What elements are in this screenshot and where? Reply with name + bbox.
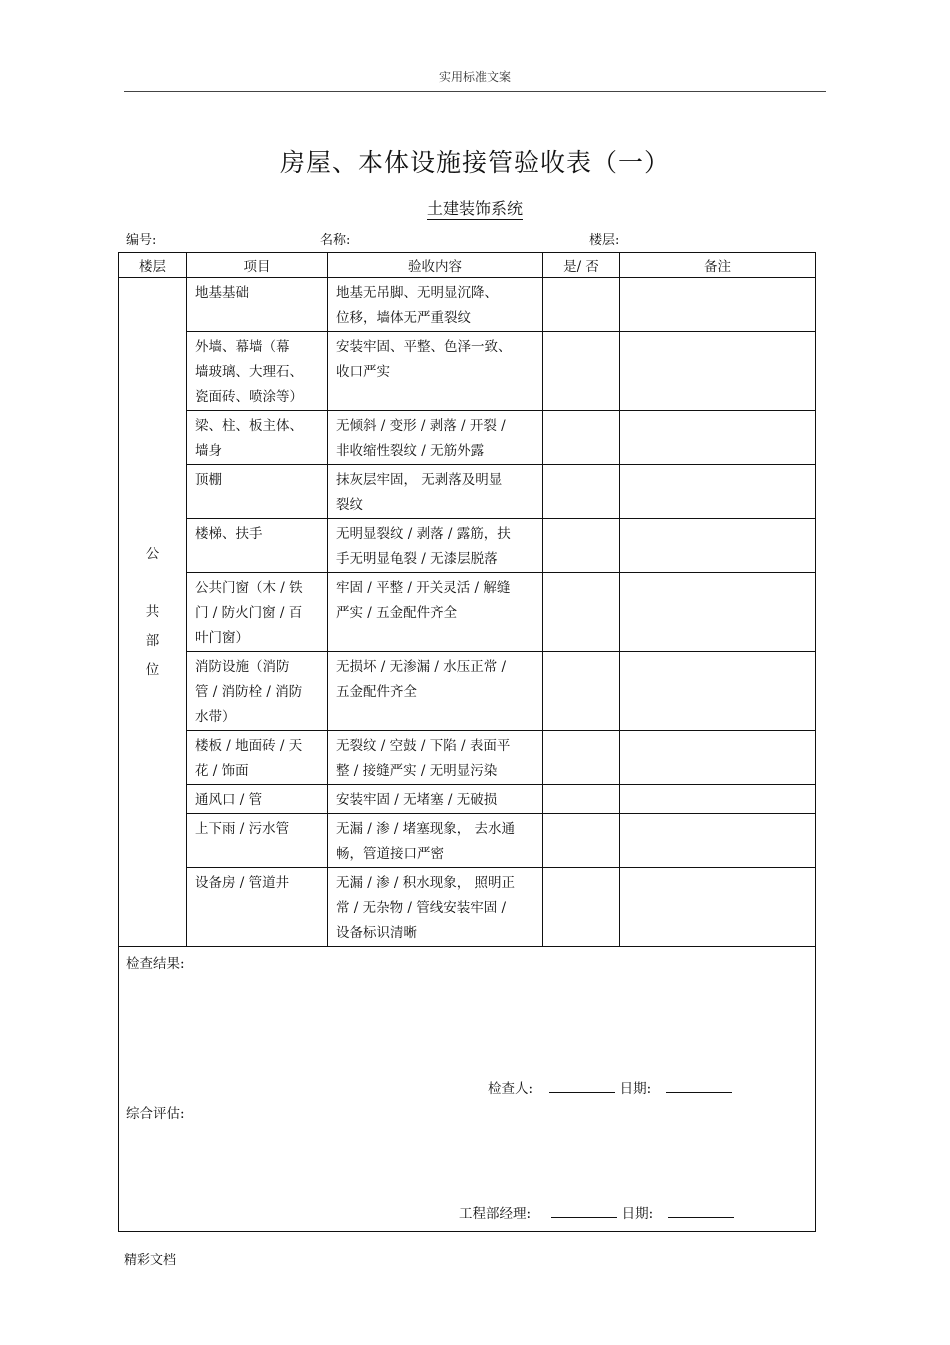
inspection-table [118,252,816,1232]
item-text [187,868,327,896]
item-cell [187,519,328,573]
content-text [328,465,542,518]
content-line: 常 / 无杂物 / 管线安装牢固 / [336,900,507,916]
result-row [119,947,816,1232]
item-cell [187,278,328,332]
content-cell [328,278,543,332]
date-line-1[interactable] [666,1080,732,1093]
item-text [187,278,327,306]
item-line: 花 / 饰面 [195,763,249,779]
header-content: 验收内容 [328,253,543,278]
number-label: 编号: [126,233,157,248]
date-line-2[interactable] [668,1205,734,1218]
content-line: 抹灰层牢固， 无剥落及明显 [336,472,503,488]
item-text [187,731,327,784]
yes-no-cell[interactable] [543,278,620,332]
content-line: 无裂纹 / 空鼓 / 下陷 / 表面平 [336,738,511,754]
item-text [187,652,327,730]
remarks-cell[interactable] [620,411,816,465]
item-line: 楼梯、扶手 [195,526,263,542]
content-line: 严实 / 五金配件齐全 [336,605,458,621]
remarks-cell[interactable] [620,332,816,411]
content-cell [328,573,543,652]
content-line: 无漏 / 渗 / 堵塞现象， 去水通 [336,821,516,837]
manager-line[interactable] [551,1205,617,1218]
item-line: 顶棚 [195,472,222,488]
table-row [119,465,816,519]
result-cell [119,947,816,1232]
content-line: 收口严实 [336,364,390,380]
content-line: 畅，管道接口严密 [336,846,444,862]
content-line: 安装牢固 / 无堵塞 / 无破损 [336,792,498,808]
floor-cell [119,278,187,947]
table-row [119,652,816,731]
item-cell [187,814,328,868]
item-cell [187,731,328,785]
header-floor: 楼层 [119,253,187,278]
floor-char: 位 [145,661,160,678]
item-line: 消防设施（消防 [195,659,290,675]
item-line: 梁、柱、板主体、 [195,418,303,434]
item-line: 楼板 / 地面砖 / 天 [195,738,303,754]
remarks-cell[interactable] [620,814,816,868]
yes-no-cell[interactable] [543,573,620,652]
item-line: 设备房 / 管道井 [195,875,290,891]
check-result-label: 检查结果: [126,956,185,972]
content-line: 设备标识清晰 [336,925,417,941]
page-footer: 精彩文档 [124,1253,177,1268]
header-yes-no: 是/ 否 [543,253,620,278]
header-item: 项目 [187,253,328,278]
item-cell [187,652,328,731]
content-text [328,652,542,705]
content-cell [328,731,543,785]
date-label-1: 日期: [619,1081,652,1097]
content-line: 非收缩性裂纹 / 无筋外露 [336,443,485,459]
content-line: 无漏 / 渗 / 积水现象， 照明正 [336,875,516,891]
content-line: 牢固 / 平整 / 开关灵活 / 解缝 [336,580,511,596]
content-line: 五金配件齐全 [336,684,417,700]
item-text [187,785,327,813]
inspector-line[interactable] [549,1080,615,1093]
overall-label: 综合评估: [126,1106,185,1122]
remarks-cell[interactable] [620,731,816,785]
form-subtitle [0,196,950,219]
item-line: 叶门窗） [195,630,249,646]
content-text [328,411,542,464]
item-line: 地基基础 [195,285,249,301]
content-text [328,573,542,626]
yes-no-cell[interactable] [543,411,620,465]
manager-signature [459,1202,734,1222]
item-text [187,411,327,464]
item-line: 公共门窗（木 / 铁 [195,580,303,596]
item-cell [187,785,328,814]
yes-no-cell[interactable] [543,652,620,731]
remarks-cell[interactable] [620,868,816,947]
item-line: 上下雨 / 污水管 [195,821,290,837]
item-line: 管 / 消防栓 / 消防 [195,684,303,700]
content-cell [328,411,543,465]
yes-no-cell[interactable] [543,332,620,411]
content-cell [328,652,543,731]
content-line: 地基无吊脚、无明显沉降、 [336,285,498,301]
content-line: 无损坏 / 无渗漏 / 水压正常 / [336,659,507,675]
yes-no-cell[interactable] [543,868,620,947]
item-cell [187,573,328,652]
content-cell [328,814,543,868]
floor-char: 公 [145,545,160,562]
content-text [328,332,542,385]
remarks-cell[interactable] [620,573,816,652]
item-line: 墙身 [195,443,222,459]
floor-label: 楼层: [589,233,620,248]
content-line: 安装牢固、平整、色泽一致、 [336,339,512,355]
content-line: 无明显裂纹 / 剥落 / 露筋，扶 [336,526,511,542]
yes-no-cell[interactable] [543,519,620,573]
item-cell [187,411,328,465]
floor-char: 部 [145,632,160,649]
table-row [119,785,816,814]
table-row [119,411,816,465]
table-header-row [119,253,816,278]
remarks-cell[interactable] [620,519,816,573]
content-text [328,785,542,813]
table-row [119,814,816,868]
table-row [119,868,816,947]
item-text [187,332,327,410]
content-text [328,731,542,784]
table-row [119,278,816,332]
remarks-cell[interactable] [620,465,816,519]
item-line: 墙玻璃、大理石、 [195,364,303,380]
content-line: 位移，墙体无严重裂纹 [336,310,471,326]
subtitle-text: 土建装饰系统 [426,199,523,218]
item-text [187,814,327,842]
item-line: 通风口 / 管 [195,792,263,808]
item-text [187,573,327,651]
remarks-cell[interactable] [620,278,816,332]
content-cell [328,868,543,947]
inspector-signature [488,1077,732,1097]
content-cell [328,465,543,519]
content-text [328,868,542,946]
remarks-cell[interactable] [620,785,816,814]
content-text [328,278,542,331]
name-label: 名称: [320,233,351,248]
floor-char-gap [119,569,186,598]
table-row [119,731,816,785]
yes-no-cell[interactable] [543,814,620,868]
header-rule [124,91,826,92]
remarks-cell[interactable] [620,652,816,731]
content-cell [328,785,543,814]
floor-char: 共 [145,603,160,620]
inspector-label: 检查人: [488,1081,534,1097]
manager-label: 工程部经理: [459,1206,532,1222]
item-cell [187,465,328,519]
yes-no-cell[interactable] [543,465,620,519]
item-cell [187,868,328,947]
content-line: 整 / 接缝严实 / 无明显污染 [336,763,498,779]
header-remarks: 备注 [620,253,816,278]
item-line: 瓷面砖、喷涂等） [195,389,303,405]
table-row [119,519,816,573]
yes-no-cell[interactable] [543,731,620,785]
table-row [119,332,816,411]
date-label-2: 日期: [621,1206,654,1222]
page-header: 实用标准文案 [438,70,511,84]
yes-no-cell[interactable] [543,785,620,814]
item-line: 外墙、幕墙（幕 [195,339,290,355]
table-body [119,278,816,947]
item-line: 水带） [195,709,236,725]
content-cell [328,332,543,411]
item-line: 门 / 防火门窗 / 百 [195,605,303,621]
content-cell [328,519,543,573]
content-text [328,519,542,572]
content-text [328,814,542,867]
form-title: 房屋、本体设施接管验收表（一） [279,148,670,177]
item-text [187,519,327,547]
item-cell [187,332,328,411]
content-line: 无倾斜 / 变形 / 剥落 / 开裂 / [336,418,506,434]
table-row [119,573,816,652]
content-line: 裂纹 [336,497,363,513]
item-text [187,465,327,493]
content-line: 手无明显龟裂 / 无漆层脱落 [336,551,498,567]
